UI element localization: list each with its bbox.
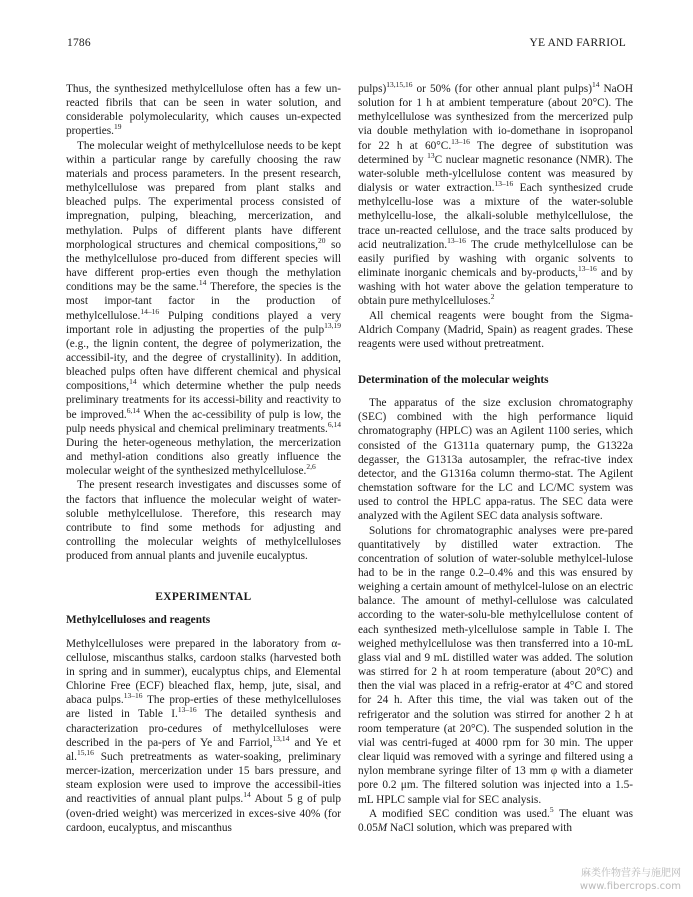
subsection-heading: Determination of the molecular weights <box>358 373 549 386</box>
watermark-url: www.fibercrops.com <box>579 881 681 892</box>
paragraph: Solutions for chromatographic analyses were pre-pared quantitatively by distilled water extraction. The concentration of solution of water-soluble methylcel-lulose had to be in the range 0.2–0.4% and this was ensured by weighing a certain amount of methylcel-lulose on an electric balance. The amount of methyl-cellulose was calculated according to the water-solu-ble methylcellulose content of each synthesized meth-ylcellulose sample in Table I. The weighed methylcellulose was then transferred into a 10-mL glass vial and 9 mL distilled water was added. The solution was stirred for 2 h at room temperature (about 20°C) and then the vial was placed in a refrig-erator at 4°C and stored for 24 h. After this time, the vial was taken out of the refrigerator and the solution was stirred for another 2 h at room temperature (at 20°C). The suspended solution in the vial was centri-fuged at 4000 rpm for 30 min. The upper clear liquid was removed with a syringe and filtered using a nylon membrane syringe filter of 13 mm φ with a diameter pore 0.2 μm. The filtered solution was injected into a 1.5-mL HPLC sample vial for SEC analysis. <box>358 524 633 806</box>
watermark <box>580 867 681 893</box>
running-title: YE AND FARRIOL <box>529 37 626 49</box>
paragraph: A modified SEC condition was used.$^5$ The eluant was 0.05M NaCl solution, which was prepared with <box>358 804 633 834</box>
section-heading: EXPERIMENTAL <box>155 591 252 604</box>
paragraph: All chemical reagents were bought from the Sigma-Aldrich Company (Madrid, Spain) as reagent grades. These reagents were used without pretreatment. <box>358 309 633 350</box>
page-number: 1786 <box>67 37 91 49</box>
paragraph: Methylcelluloses were prepared in the laboratory from α-cellulose, miscanthus stalks, cardoon stalks (harvested both in spring and in summer), eucalyptus chips, and Elemental Chlorine Free (ECF) bleached flax, hemp, jute, sisal, and abaca pulps.$^{13-16}$ The prop-erties of these methylcelluloses are listed in Table I.$^{13-16}$ The detailed synthesis and characterization pro-cedures of methylcelluloses were described in the pa-pers of Ye and Farriol,$^{13,14}$ and Ye et al.$^{15,16}$ Such pretreatments as water-soaking, preliminary mercer-ization, mercerization under 15 bars pressure, and steam explosion were used to improve the accessibil-ities and reactivities of annual plant pulps.$^{14}$ About 5 g of pulp (oven-dried weight) was mercerized in exces-sive 40% (for cardoon, eucalyptus, and miscanthus <box>66 637 341 834</box>
running-header <box>67 37 626 49</box>
paragraph: The apparatus of the size exclusion chromatography (SEC) combined with the high performance liquid chromatography (HPLC) was an Agilent 1100 series, which consisted of the G1311a quaternary pump, the G1322a degasser, the G1313a autosampler, the refrac-tive index detector, and the G1316a column thermo-stat. The Agilent chemstation software for the LC and LC/MC system was used to control the HPLC appa-ratus. The SEC data were analyzed with the Agilent SEC data analysis software. <box>358 397 633 523</box>
subsection-heading: Methylcelluloses and reagents <box>66 614 211 627</box>
left-column <box>66 82 341 835</box>
paragraph: The present research investigates and discusses some of the factors that influence the molecular weight of water-soluble methylcellulose. Therefore, this research may contribute to find some methods for adjusting and controlling the molecular weights of methylcelluloses produced from annual plants and juvenile eucalyptus. <box>66 479 341 563</box>
paragraph: Thus, the synthesized methylcellulose often has a few un-reacted fibrils that can be seen in water solution, and considerable polymolecularity, which causes un-expected properties.$^{19}$ <box>66 83 341 138</box>
paragraph: The molecular weight of methylcellulose needs to be kept within a particular range by carefully choosing the raw materials and process parameters. In the present research, methylcellulose was prepared from plant stalks and bleached pulps. The experimental process consisted of impregnation, pulping, bleaching, mercerization, and methylation. Pulps of different plants have different morphological structures and chemical compositions,$^{20}$ so the methylcellulose pro-duced from different species will have different prop-erties even though the methylation conditions may be the same.$^{14}$ Therefore, the species is the most impor-tant factor in the production of methylcellulose.$^{14-16}$ Pulping conditions played a very important role in adjusting the properties of the pulp$^{13,19}$ (e.g., the lignin content, the degree of polymerization, the accessibil-ity, and the degree of crystallinity). In addition, bleached pulps often have different chemical and physical compositions,$^{14}$ which determine whether the pulp needs preliminary treatments for its accessi-bility and reactivity to be improved.$^{6,14}$ When the ac-cessibility of pulp is low, the pulp needs physical and chemical preliminary treatments.$^{6,14}$ During the heter-ogeneous methylation, the mercerization and methyl-ation conditions also greatly influence the molecular weight of the synthesized methylcellulose.$^{2,6}$ <box>66 139 341 478</box>
watermark-line: 麻类作物营养与施肥网 <box>581 868 681 879</box>
right-column <box>358 82 633 835</box>
paragraph: pulps)$^{13,15,16}$ or 50% (for other annual plant pulps)$^{14}$ NaOH solution for 1 h at ambient temperature (about 20°C). The methylcellulose was synthesized from the mercerized pulp via double methylation with io-domethane in isopropanol for 22 h at 60°C.$^{13-16}$ The degree of substitution was determined by $^{13}$C nuclear magnetic resonance (NMR). The water-soluble meth-ylcellulose content was measured by dialysis or water extraction.$^{13-16}$ Each synthesized crude methylcellu-lose was a mixture of the water-soluble methylcellu-lose, the alkali-soluble methylcellulose, the trace un-reacted cellulose, and the trace salts produced by acid neutralization.$^{13-16}$ The crude methylcellulose can be easily purified by washing with organic solvents to eliminate inorganic chemicals and by-products,$^{13-16}$ and by washing with hot water above the gelation temperature to obtain pure methylcelluloses.$^2$ <box>358 80 634 308</box>
